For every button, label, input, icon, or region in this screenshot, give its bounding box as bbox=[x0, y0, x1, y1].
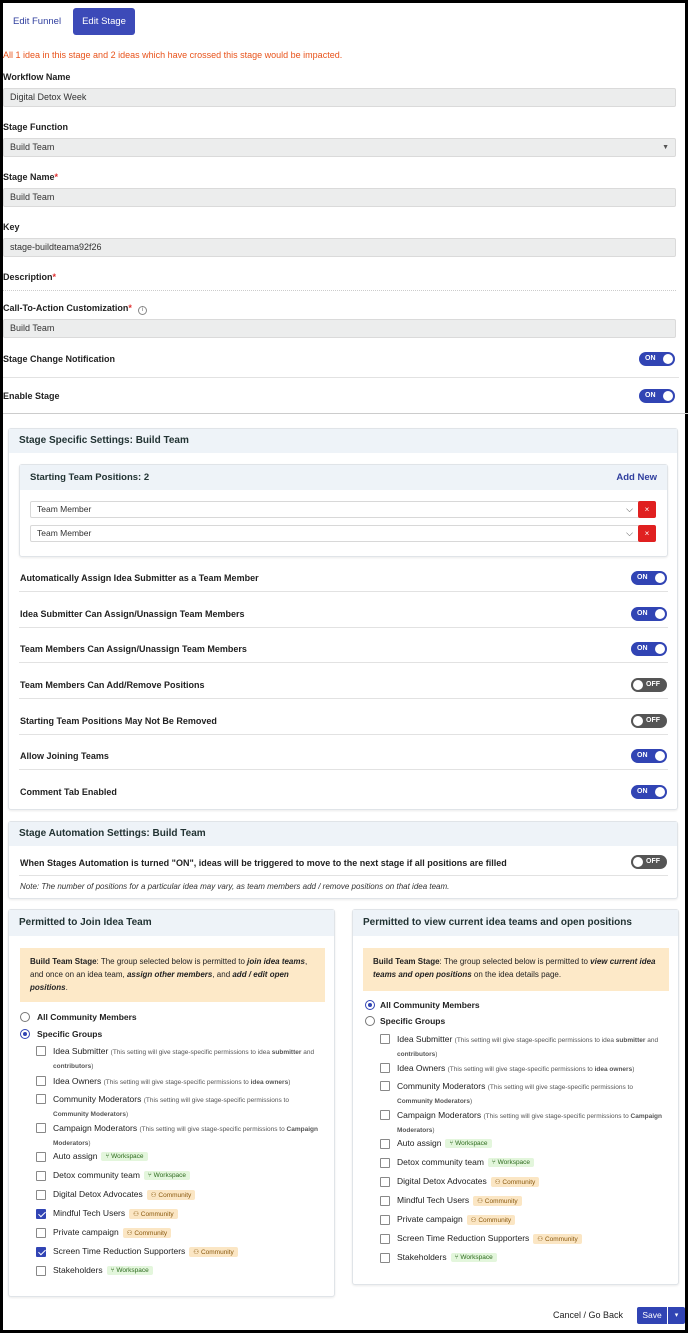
join-team-card bbox=[8, 909, 335, 1297]
community-badge: ⚇ Community bbox=[473, 1196, 522, 1206]
workflow-name-label: Workflow Name bbox=[3, 72, 71, 82]
join-team-note: Build Team Stage: The group selected below is permitted to join idea teams, and once on an idea team, assign other members, and add / edit open positions. bbox=[20, 948, 325, 1002]
save-button[interactable]: Save bbox=[637, 1307, 667, 1324]
group-name: Auto assign bbox=[53, 1151, 98, 1161]
join-group-checkbox[interactable] bbox=[36, 1228, 46, 1238]
view-group-checkbox[interactable] bbox=[380, 1253, 390, 1263]
setting-toggle[interactable]: ON bbox=[631, 749, 667, 763]
divider bbox=[19, 875, 668, 876]
group-name: Detox community team bbox=[397, 1157, 484, 1167]
group-name: Digital Detox Advocates bbox=[53, 1189, 143, 1199]
view-group-checkbox[interactable] bbox=[380, 1063, 390, 1073]
info-icon[interactable]: i bbox=[138, 306, 147, 315]
setting-label: Team Members Can Add/Remove Positions bbox=[20, 680, 205, 690]
view-group-label bbox=[397, 1195, 522, 1206]
required-mark: * bbox=[128, 303, 132, 313]
required-mark: * bbox=[54, 172, 59, 182]
view-all-members-label: All Community Members bbox=[380, 1000, 480, 1010]
stage-specific-settings-title: Stage Specific Settings: Build Team bbox=[9, 429, 677, 453]
workspace-badge: ⑂ Workspace bbox=[488, 1158, 534, 1167]
caret-down-icon: ▼ bbox=[662, 144, 669, 151]
join-group-label bbox=[53, 1265, 153, 1275]
community-badge: ⚇ Community bbox=[467, 1215, 516, 1225]
join-group-label bbox=[53, 1093, 326, 1121]
view-group-label bbox=[397, 1138, 492, 1148]
join-group-checkbox[interactable] bbox=[36, 1190, 46, 1200]
join-group-checkbox[interactable] bbox=[36, 1046, 46, 1056]
enable-stage-toggle[interactable]: ON bbox=[639, 389, 675, 403]
stage-function-select[interactable] bbox=[3, 138, 676, 157]
description-label: Description* bbox=[3, 272, 57, 282]
community-icon: ⚇ bbox=[470, 1216, 477, 1224]
group-hint: (This setting will give stage-specific permissions to idea submitter and contributors) bbox=[53, 1049, 315, 1070]
community-icon: ⚇ bbox=[133, 1210, 139, 1218]
join-specific-groups-label: Specific Groups bbox=[37, 1029, 103, 1039]
setting-label: Idea Submitter Can Assign/Unassign Team Members bbox=[20, 609, 245, 619]
view-group-checkbox[interactable] bbox=[380, 1139, 390, 1149]
view-group-checkbox[interactable] bbox=[380, 1234, 390, 1244]
position-select[interactable] bbox=[30, 501, 640, 518]
position-select[interactable] bbox=[30, 525, 640, 542]
stage-function-label: Stage Function bbox=[3, 122, 68, 132]
group-name: Idea Owners bbox=[397, 1063, 446, 1073]
divider bbox=[3, 377, 679, 378]
workspace-badge: ⑂ Workspace bbox=[107, 1266, 153, 1275]
workspace-badge: ⑂ Workspace bbox=[101, 1152, 147, 1161]
divider bbox=[19, 769, 668, 770]
view-group-checkbox[interactable] bbox=[380, 1034, 390, 1044]
community-badge: ⚇ Community bbox=[533, 1234, 582, 1244]
group-name: Mindful Tech Users bbox=[397, 1195, 470, 1205]
view-specific-groups-label: Specific Groups bbox=[380, 1016, 446, 1026]
community-badge: ⚇ Community bbox=[123, 1228, 172, 1238]
group-name: Campaign Moderators bbox=[397, 1110, 482, 1120]
group-name: Detox community team bbox=[53, 1170, 140, 1180]
join-group-label bbox=[53, 1189, 195, 1200]
join-group-checkbox[interactable] bbox=[36, 1247, 46, 1257]
stage-name-label: Stage Name* bbox=[3, 172, 59, 182]
view-group-label bbox=[397, 1214, 515, 1225]
stage-notification-row: Stage Change Notification bbox=[3, 354, 116, 364]
divider bbox=[19, 591, 668, 592]
view-group-checkbox[interactable] bbox=[380, 1215, 390, 1225]
stage-specific-settings-card bbox=[8, 428, 678, 810]
stage-name-input[interactable]: Build Team bbox=[3, 188, 676, 207]
group-hint: (This setting will give stage-specific permissions to idea submitter and contributors) bbox=[397, 1037, 659, 1058]
cta-input[interactable]: Build Team bbox=[3, 319, 676, 338]
key-label: Key bbox=[3, 222, 20, 232]
group-name: Community Moderators bbox=[397, 1081, 486, 1091]
workspace-icon: ⑂ bbox=[105, 1153, 110, 1161]
group-hint: (This setting will give stage-specific permissions to Campaign Moderators) bbox=[53, 1126, 318, 1147]
view-teams-card bbox=[352, 909, 679, 1285]
workspace-icon: ⑂ bbox=[454, 1254, 459, 1262]
stage-automation-card bbox=[8, 821, 678, 899]
stage-notification-toggle[interactable]: ON bbox=[639, 352, 675, 366]
view-group-checkbox[interactable] bbox=[380, 1196, 390, 1206]
group-name: Community Moderators bbox=[53, 1094, 142, 1104]
community-badge: ⚇ Community bbox=[491, 1177, 540, 1187]
community-badge: ⚇ Community bbox=[189, 1247, 238, 1257]
view-group-label bbox=[397, 1176, 539, 1187]
join-group-checkbox[interactable] bbox=[36, 1171, 46, 1181]
view-group-label bbox=[397, 1080, 670, 1108]
tab-edit-stage[interactable]: Edit Stage bbox=[73, 8, 135, 35]
divider bbox=[19, 627, 668, 628]
view-group-checkbox[interactable] bbox=[380, 1081, 390, 1091]
view-group-checkbox[interactable] bbox=[380, 1177, 390, 1187]
group-name: Auto assign bbox=[397, 1138, 442, 1148]
required-mark: * bbox=[52, 272, 57, 282]
group-name: Idea Submitter bbox=[53, 1046, 109, 1056]
position-value: Team Member bbox=[37, 504, 92, 514]
chevron-down-icon: ⌵ bbox=[626, 504, 633, 514]
cta-label: Call-To-Action Customization* i bbox=[3, 303, 147, 315]
view-all-members-radio[interactable] bbox=[365, 1000, 375, 1010]
group-name: Idea Owners bbox=[53, 1076, 102, 1086]
setting-toggle[interactable]: ON bbox=[631, 571, 667, 585]
view-group-label bbox=[397, 1033, 670, 1061]
group-name: Stakeholders bbox=[397, 1252, 447, 1262]
add-new-position-link[interactable]: Add New bbox=[616, 472, 657, 483]
team-positions-title: Starting Team Positions: 2 bbox=[20, 465, 667, 490]
group-name: Idea Submitter bbox=[397, 1034, 453, 1044]
community-icon: ⚇ bbox=[193, 1248, 200, 1256]
setting-label: Comment Tab Enabled bbox=[20, 787, 117, 797]
position-value: Team Member bbox=[37, 528, 92, 538]
view-specific-groups-radio[interactable] bbox=[365, 1016, 375, 1026]
group-name: Stakeholders bbox=[53, 1265, 103, 1275]
workflow-name-input[interactable]: Digital Detox Week bbox=[3, 88, 676, 107]
automation-note: Note: The number of positions for a particular idea may vary, as team members add / remove positions on that idea team. bbox=[20, 882, 450, 891]
setting-label: Starting Team Positions May Not Be Removed bbox=[20, 716, 217, 726]
workspace-badge: ⑂ Workspace bbox=[445, 1139, 491, 1148]
group-hint: (This setting will give stage-specific permissions to idea owners) bbox=[447, 1066, 635, 1073]
enable-stage-row: Enable Stage bbox=[3, 391, 60, 401]
group-hint: (This setting will give stage-specific permissions to Community Moderators) bbox=[53, 1097, 289, 1118]
setting-label: Team Members Can Assign/Unassign Team Members bbox=[20, 644, 247, 654]
automation-label: When Stages Automation is turned "ON", ideas will be triggered to move to the next stage if all positions are filled bbox=[20, 858, 507, 868]
setting-toggle[interactable]: ON bbox=[631, 785, 667, 799]
group-name: Mindful Tech Users bbox=[53, 1208, 126, 1218]
view-group-label bbox=[397, 1157, 534, 1167]
divider bbox=[19, 662, 668, 663]
community-icon: ⚇ bbox=[126, 1229, 133, 1237]
community-icon: ⚇ bbox=[477, 1197, 483, 1205]
group-name: Screen Time Reduction Supporters bbox=[53, 1246, 186, 1256]
setting-label: Allow Joining Teams bbox=[20, 751, 109, 761]
stage-automation-title: Stage Automation Settings: Build Team bbox=[9, 822, 677, 846]
workspace-icon: ⑂ bbox=[449, 1140, 454, 1148]
join-group-checkbox[interactable] bbox=[36, 1094, 46, 1104]
view-group-checkbox[interactable] bbox=[380, 1110, 390, 1120]
view-group-label bbox=[397, 1109, 670, 1137]
join-group-label bbox=[53, 1151, 148, 1161]
group-hint: (This setting will give stage-specific permissions to idea owners) bbox=[103, 1079, 291, 1086]
join-group-checkbox[interactable] bbox=[36, 1152, 46, 1162]
join-all-members-label: All Community Members bbox=[37, 1012, 137, 1022]
divider bbox=[19, 698, 668, 699]
setting-toggle[interactable]: OFF bbox=[631, 714, 667, 728]
join-team-title: Permitted to Join Idea Team bbox=[9, 910, 334, 936]
workspace-badge: ⑂ Workspace bbox=[451, 1253, 497, 1262]
join-group-label bbox=[53, 1208, 178, 1219]
join-group-label bbox=[53, 1122, 326, 1150]
view-teams-note: Build Team Stage: The group selected below is permitted to view current idea teams and open positions on the idea details page. bbox=[363, 948, 669, 991]
join-group-checkbox[interactable] bbox=[36, 1123, 46, 1133]
workspace-icon: ⑂ bbox=[110, 1267, 115, 1275]
group-name: Private campaign bbox=[53, 1227, 119, 1237]
view-group-checkbox[interactable] bbox=[380, 1158, 390, 1168]
group-hint: (This setting will give stage-specific permissions to Campaign Moderators) bbox=[397, 1113, 662, 1134]
group-name: Campaign Moderators bbox=[53, 1123, 138, 1133]
setting-label: Automatically Assign Idea Submitter as a Team Member bbox=[20, 573, 259, 583]
description-textarea[interactable] bbox=[3, 287, 676, 291]
join-group-label bbox=[53, 1075, 326, 1089]
group-name: Private campaign bbox=[397, 1214, 463, 1224]
group-name: Screen Time Reduction Supporters bbox=[397, 1233, 530, 1243]
impact-warning: All 1 idea in this stage and 2 ideas which have crossed this stage would be impacted. bbox=[3, 50, 343, 60]
community-icon: ⚇ bbox=[150, 1191, 157, 1199]
community-icon: ⚇ bbox=[494, 1178, 501, 1186]
view-group-label bbox=[397, 1252, 497, 1262]
save-options-dropdown-button[interactable]: ▾ bbox=[668, 1307, 685, 1324]
community-badge: ⚇ Community bbox=[147, 1190, 196, 1200]
join-group-label bbox=[53, 1227, 171, 1238]
join-group-checkbox[interactable] bbox=[36, 1209, 46, 1219]
join-group-label bbox=[53, 1170, 190, 1180]
chevron-down-icon: ⌵ bbox=[626, 528, 633, 538]
group-hint: (This setting will give stage-specific permissions to Community Moderators) bbox=[397, 1084, 633, 1105]
stage-function-value: Build Team bbox=[10, 142, 55, 152]
view-teams-title: Permitted to view current idea teams and open positions bbox=[353, 910, 678, 936]
tab-bar bbox=[3, 8, 688, 36]
view-group-label bbox=[397, 1062, 670, 1076]
join-group-checkbox[interactable] bbox=[36, 1076, 46, 1086]
group-name: Digital Detox Advocates bbox=[397, 1176, 487, 1186]
remove-position-button[interactable]: × bbox=[638, 525, 656, 542]
setting-toggle[interactable]: ON bbox=[631, 642, 667, 656]
community-badge: ⚇ Community bbox=[129, 1209, 178, 1219]
join-all-members-radio[interactable] bbox=[20, 1012, 30, 1022]
join-group-label bbox=[53, 1045, 326, 1073]
team-positions-card bbox=[19, 464, 668, 557]
workspace-badge: ⑂ Workspace bbox=[144, 1171, 190, 1180]
setting-toggle[interactable]: OFF bbox=[631, 678, 667, 692]
workspace-icon: ⑂ bbox=[147, 1172, 152, 1180]
divider bbox=[3, 413, 688, 414]
divider bbox=[19, 734, 668, 735]
setting-toggle[interactable]: ON bbox=[631, 607, 667, 621]
cancel-go-back-link[interactable]: Cancel / Go Back bbox=[553, 1310, 624, 1320]
join-specific-groups-radio[interactable] bbox=[20, 1029, 30, 1039]
remove-position-button[interactable]: × bbox=[638, 501, 656, 518]
workspace-icon: ⑂ bbox=[491, 1159, 496, 1167]
key-input[interactable]: stage-buildteama92f26 bbox=[3, 238, 676, 257]
view-group-label bbox=[397, 1233, 582, 1244]
community-icon: ⚇ bbox=[537, 1235, 544, 1243]
automation-toggle[interactable]: OFF bbox=[631, 855, 667, 869]
join-group-label bbox=[53, 1246, 238, 1257]
tab-edit-funnel[interactable]: Edit Funnel bbox=[13, 16, 62, 27]
join-group-checkbox[interactable] bbox=[36, 1266, 46, 1276]
